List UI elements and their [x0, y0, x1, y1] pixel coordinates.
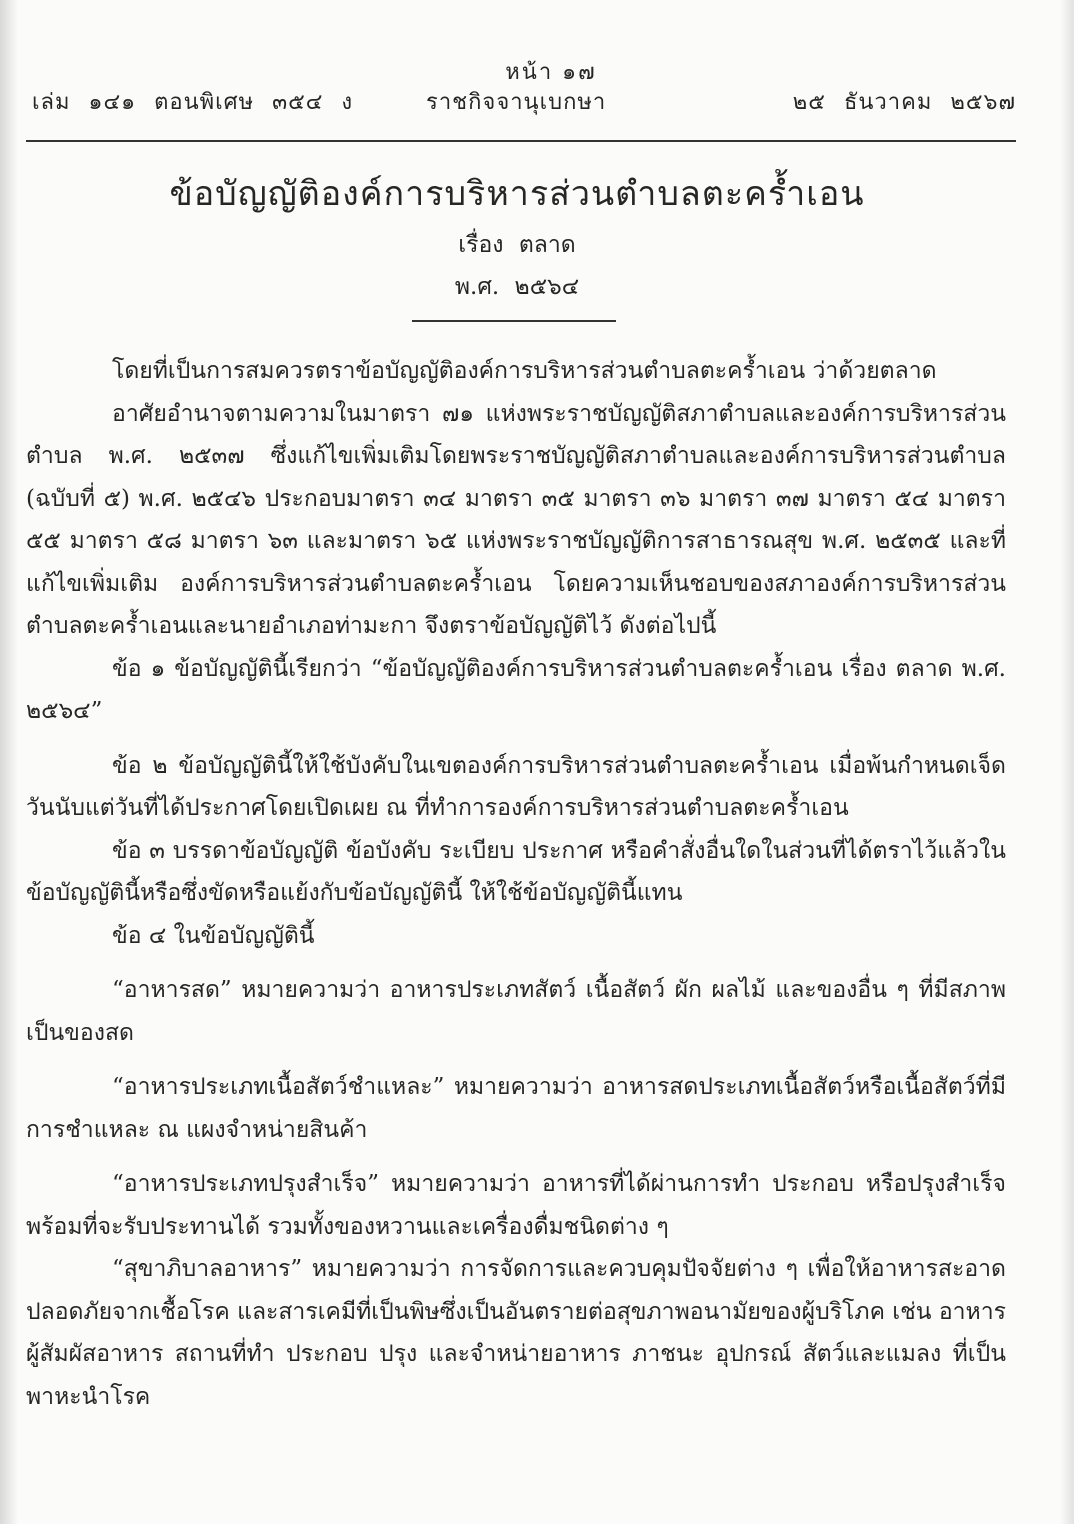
publication-name: ราชกิจจานุเบกษา: [426, 90, 607, 115]
authority-paragraph: อาศัยอำนาจตามความในมาตรา ๗๑ แห่งพระราชบัญญัติสภาตำบลและองค์การบริหารส่วนตำบล พ.ศ. ๒๕๓๗ ซึ่งแก้ไขเพิ่มเติมโดยพระราชบัญญัติสภาตำบลและองค์การบริหารส่วนตำบล (ฉบับที่ ๕) พ.ศ. ๒๕๔๖ ประกอบมาตรา ๓๔ มาตรา ๓๕ มาตรา ๓๖ มาตรา ๓๗ มาตรา ๕๔ มาตรา ๕๕ มาตรา ๕๘ มาตรา ๖๓ และมาตรา ๖๕ แห่งพระราชบัญญัติการสาธารณสุข พ.ศ. ๒๕๓๕ และที่แก้ไขเพิ่มเติม องค์การบริหารส่วนตำบลตะคร้ำเอน โดยความเห็นชอบของสภาองค์การบริหารส่วนตำบลตะคร้ำเอนและนายอำเภอท่ามะกา จึงตราข้อบัญญัติไว้ ดังต่อไปนี้: [26, 400, 1006, 639]
page-shadow-right: [1060, 0, 1074, 1524]
gazette-header: [26, 58, 1016, 122]
clause-3-paragraph: ข้อ ๓ บรรดาข้อบัญญัติ ข้อบังคับ ระเบียบ ประกาศ หรือคำสั่งอื่นใดในส่วนที่ได้ตราไว้แล้วในข้อบัญญัตินี้หรือซึ่งขัดหรือแย้งกับข้อบัญญัตินี้ ให้ใช้ข้อบัญญัตินี้แทน: [26, 837, 1006, 906]
preamble-paragraph: โดยที่เป็นการสมควรตราข้อบัญญัติองค์การบริหารส่วนตำบลตะคร้ำเอน ว่าด้วยตลาด: [112, 358, 937, 384]
document-year: พ.ศ. ๒๕๖๔: [454, 274, 580, 300]
clause-1-paragraph: ข้อ ๑ ข้อบัญญัตินี้เรียกว่า “ข้อบัญญัติองค์การบริหารส่วนตำบลตะคร้ำเอน เรื่อง ตลาด พ.ศ. ๒๕๖๔”: [26, 655, 1006, 724]
clause-4-paragraph: ข้อ ๔ ในข้อบัญญัตินี้: [112, 922, 315, 949]
document-title: ข้อบัญญัติองค์การบริหารส่วนตำบลตะคร้ำเอน: [169, 174, 865, 214]
definition-food-sanitation: “สุขาภิบาลอาหาร” หมายความว่า การจัดการและควบคุมปัจจัยต่าง ๆ เพื่อให้อาหารสะอาด ปลอดภัยจากเชื้อโรค และสารเคมีที่เป็นพิษซึ่งเป็นอันตรายต่อสุขภาพอนามัยของผู้บริโภค เช่น อาหาร ผู้สัมผัสอาหาร สถานที่ทำ ประกอบ ปรุง และจำหน่ายอาหาร ภาชนะ อุปกรณ์ สัตว์และแมลง ที่เป็นพาหะนำโรค: [26, 1256, 1006, 1410]
volume-info: เล่ม ๑๔๑ ตอนพิเศษ ๓๕๔ ง: [32, 90, 354, 115]
document-subject: เรื่อง ตลาด: [458, 232, 576, 258]
page-number: หน้า ๑๗: [505, 60, 597, 85]
document-body: [26, 350, 1006, 1418]
definition-prepared-food: “อาหารประเภทปรุงสำเร็จ” หมายความว่า อาหารที่ได้ผ่านการทำ ประกอบ หรือปรุงสำเร็จพร้อมที่จะรับประทานได้ รวมทั้งของหวานและเครื่องดื่มชนิดต่าง ๆ: [26, 1171, 1006, 1240]
definition-fresh-food: “อาหารสด” หมายความว่า อาหารประเภทสัตว์ เนื้อสัตว์ ผัก ผลไม้ และของอื่น ๆ ที่มีสภาพเป็นของสด: [26, 977, 1006, 1046]
clause-2-paragraph: ข้อ ๒ ข้อบัญญัตินี้ให้ใช้บังคับในเขตองค์การบริหารส่วนตำบลตะคร้ำเอน เมื่อพ้นกำหนดเจ็ดวันนับแต่วันที่ได้ประกาศโดยเปิดเผย ณ ที่ทำการองค์การบริหารส่วนตำบลตะคร้ำเอน: [26, 752, 1006, 821]
gazette-header-row: [26, 88, 1016, 122]
publication-date: ๒๕ ธันวาคม ๒๕๖๗: [792, 90, 1016, 115]
title-rule: [412, 320, 616, 322]
definition-butchered-meat: “อาหารประเภทเนื้อสัตว์ชำแหละ” หมายความว่า อาหารสดประเภทเนื้อสัตว์หรือเนื้อสัตว์ที่มีการชำแหละ ณ แผงจำหน่ายสินค้า: [26, 1074, 1006, 1143]
header-rule: [26, 140, 1016, 142]
title-block: [0, 168, 1034, 308]
